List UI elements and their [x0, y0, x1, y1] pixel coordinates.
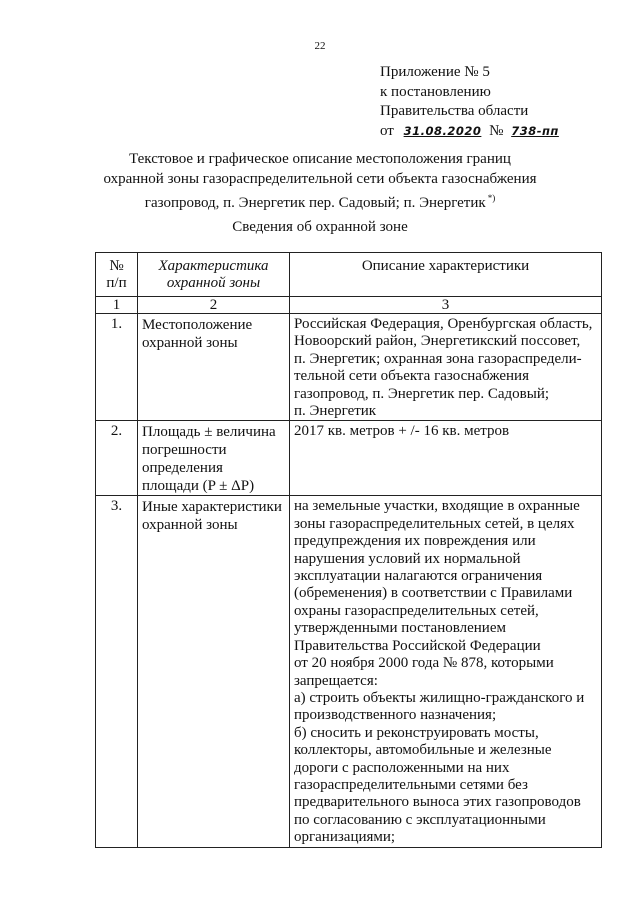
text-line: запрещается:: [294, 672, 378, 689]
number-sign: №: [489, 122, 504, 139]
text-line: зоны газораспределительных сетей, в целях: [294, 515, 575, 532]
text-line: №: [109, 258, 124, 274]
text-line: утвержденными постановлением: [294, 620, 506, 637]
text-line: предварительного выноса этих газопроводов: [294, 794, 581, 811]
appendix-header: [380, 63, 559, 141]
text-line: Характеристика: [158, 258, 269, 274]
footnote-mark: *): [487, 193, 496, 203]
text-line: Правительства Российской Федерации: [294, 637, 541, 654]
text-line: предупреждения их повреждения или: [294, 533, 536, 550]
row-characteristic-text: [142, 316, 287, 352]
protection-zone-table: [95, 252, 602, 848]
row-description: [290, 496, 602, 847]
text-line: Местоположение: [142, 317, 253, 333]
row-description-text: [294, 423, 597, 440]
page-number: 22: [314, 40, 326, 52]
title-line-3: [0, 189, 640, 214]
row-characteristic: [138, 421, 290, 496]
row-description-text: [294, 498, 597, 846]
row-number: 3.: [96, 496, 138, 847]
text-line: коллекторы, автомобильные и железные: [294, 742, 552, 759]
text-line: определения: [142, 460, 223, 477]
row-characteristic-text: [142, 498, 287, 534]
text-line: площади (P ± ΔP): [142, 478, 255, 495]
column-number-3: 3: [290, 297, 602, 314]
handwritten-date: 31.08.2020: [403, 123, 482, 138]
header-cell-characteristic: [138, 253, 290, 297]
text-line: п/п: [106, 275, 127, 291]
handwritten-number: 738-пп: [511, 123, 559, 138]
text-line: п. Энергетик: [294, 403, 377, 420]
appendix-title: Приложение № 5: [380, 64, 490, 80]
row-description: [290, 421, 602, 496]
table-header-row: [96, 253, 602, 297]
text-line: Иные характеристики: [142, 499, 282, 516]
table-row: [96, 314, 602, 421]
row-number: 2.: [96, 421, 138, 496]
title-line-3-text: газопровод, п. Энергетик пер. Садовый; п. Энергетик: [144, 195, 486, 211]
table-row: [96, 496, 602, 847]
row-description-text: [294, 316, 597, 420]
row-characteristic-text: [142, 423, 287, 495]
date-prefix: от: [380, 122, 394, 139]
text-line: охранной зоны: [142, 517, 238, 534]
header-cell-description: [290, 253, 602, 297]
text-line: Описание характеристики: [361, 258, 530, 274]
text-line: б) сносить и реконструировать мосты,: [294, 724, 539, 741]
row-number: 1.: [96, 314, 138, 421]
header-characteristic-text: [140, 258, 287, 292]
text-line: по согласованию с эксплуатационными: [294, 811, 546, 828]
text-line: п. Энергетик; охранная зона газораспредели-: [294, 350, 582, 367]
title-line-1: Текстовое и графическое описание местоположения границ: [129, 151, 511, 167]
text-line: охранной зоны: [142, 335, 238, 351]
text-line: тельной сети объекта газоснабжения: [294, 368, 529, 385]
text-line: Российская Федерация, Оренбургская область,: [294, 316, 593, 332]
text-line: погрешности: [142, 442, 227, 459]
text-line: на земельные участки, входящие в охранные: [294, 498, 580, 515]
text-line: нарушения условий их нормальной: [294, 550, 521, 567]
header-number-text: [98, 258, 135, 292]
text-line: организациями;: [294, 829, 396, 846]
appendix-line-government: Правительства области: [380, 103, 529, 119]
row-characteristic: [138, 314, 290, 421]
text-line: охранной зоны: [166, 275, 261, 291]
title-line-2: охранной зоны газораспределительной сети объекта газоснабжения: [103, 170, 537, 187]
text-line: газопровод, п. Энергетик пер. Садовый;: [294, 385, 550, 402]
row-description: [290, 314, 602, 421]
text-line: газораспределительными сетями без: [294, 776, 528, 793]
appendix-date-line: [380, 122, 559, 142]
header-cell-number: [96, 253, 138, 297]
column-number-1: 1: [96, 297, 138, 314]
text-line: 2017 кв. метров + /- 16 кв. метров: [294, 423, 510, 440]
section-heading: Сведения об охранной зоне: [232, 219, 408, 235]
text-line: а) строить объекты жилищно-гражданского и: [294, 689, 585, 706]
text-line: (обременения) в соответствии с Правилами: [294, 585, 573, 602]
document-title: [0, 150, 640, 214]
text-line: Площадь ± величина: [142, 424, 276, 441]
text-line: эксплуатации налагаются ограничения: [294, 568, 543, 585]
column-number-row: [96, 297, 602, 314]
header-description-text: [292, 258, 599, 275]
text-line: дороги с расположенными на них: [294, 759, 510, 776]
text-line: производственного назначения;: [294, 707, 497, 724]
column-number-2: 2: [138, 297, 290, 314]
row-characteristic: [138, 496, 290, 847]
text-line: от 20 ноября 2000 года № 878, которыми: [294, 655, 554, 672]
appendix-line-resolution: к постановлению: [380, 83, 491, 100]
text-line: Новоорский район, Энергетикский поссовет,: [294, 333, 581, 350]
text-line: охраны газораспределительных сетей,: [294, 602, 539, 619]
table-row: [96, 421, 602, 496]
